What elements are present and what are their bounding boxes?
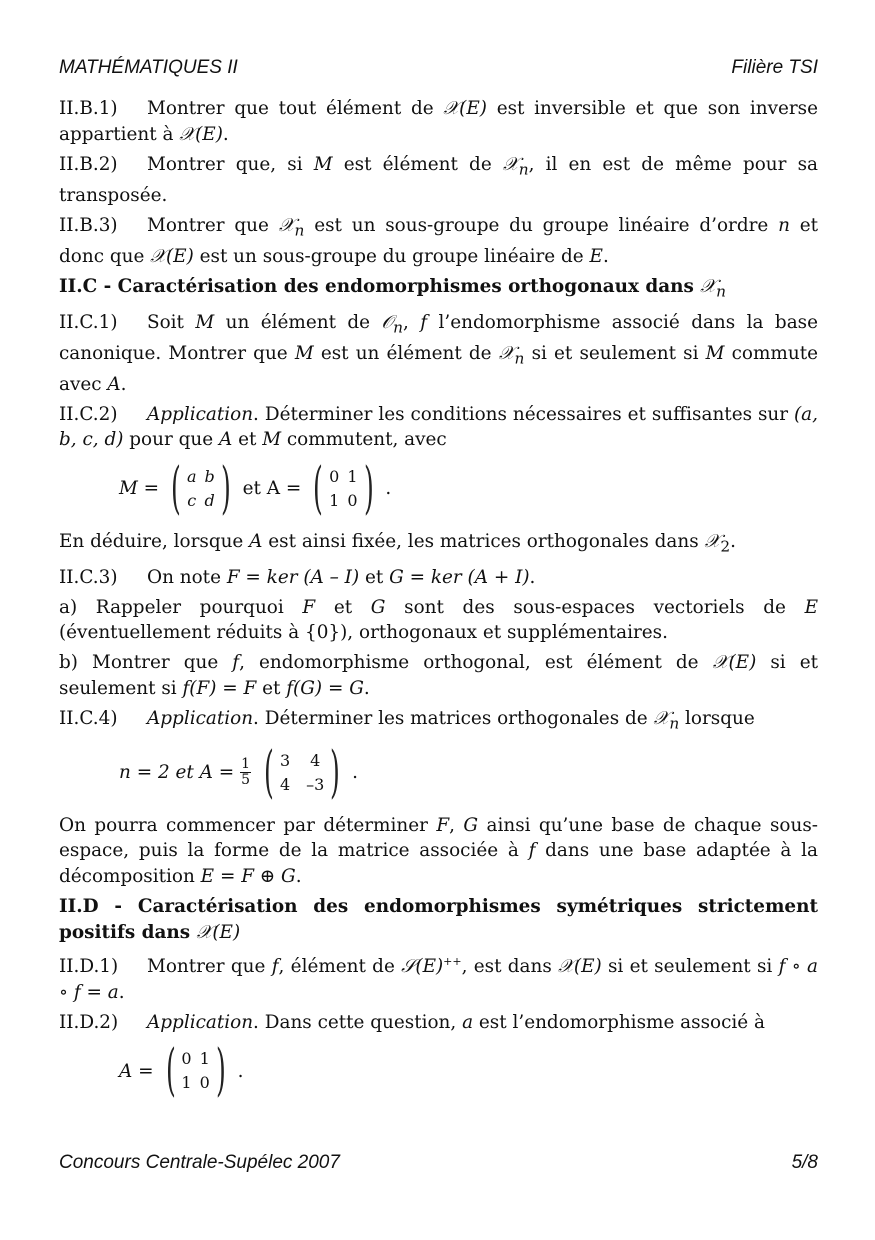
question-number: II.B.3) — [59, 214, 118, 236]
question-number: II.C.3) — [59, 566, 118, 588]
question-number: II.D.2) — [59, 1011, 119, 1033]
matrix-A: ( 0 1 1 0 ) — [313, 455, 374, 521]
question-number: II.D.1) — [59, 956, 119, 978]
display-equation-2: n = 2 et A = $\frac{1}{5}$ ( 3 4 4 –3 ) . — [119, 739, 359, 805]
page-body — [59, 96, 818, 1111]
matrix-M: ( a b c d ) — [171, 455, 231, 521]
footer-contest: Concours Centrale-Supélec 2007 — [59, 1152, 340, 1173]
math-Hn: 𝒳 — [502, 153, 519, 175]
question-IID2: II.D.2) Application. Dans cette question, a est l’endomorphisme associé à — [59, 1010, 818, 1036]
pourra-line: On pourra commencer par déterminer F, G ainsi qu’une base de chaque sous-espace, puis la forme de la matrice associée à f dans une base adaptée à la décomposition E = F ⊕ G. — [59, 814, 818, 887]
matrix-A2: ( 3 4 4 –3 ) — [264, 739, 341, 805]
page-header — [59, 57, 818, 79]
question-IIC2: II.C.2) Application. Déterminer les conditions nécessaires et suffisantes sur (a, b, c, d) pour que A et M commutent, avec — [59, 403, 818, 451]
math-M: M — [313, 153, 333, 175]
question-number: II.C.4) — [59, 707, 118, 729]
display-equation-3: A = ( 0 1 1 0 ) . — [119, 1038, 244, 1104]
question-number: II.C.1) — [59, 311, 118, 333]
question-IIB2: II.B.2) Montrer que, si M est élément de 𝒳$_n$, il en est de même pour sa transposée. — [59, 153, 818, 206]
display-equation-1: M = ( a b c d ) et A = ( 0 1 1 0 ) . — [119, 455, 392, 521]
question-number: II.B.2) — [59, 153, 118, 175]
section-title-IID: II.D - Caractérisation des endomorphismes symétriques strictement positifs dans 𝒳(E) — [59, 896, 818, 943]
page-number: 5/8 — [791, 1152, 818, 1173]
question-IIC1: II.C.1) Soit M un élément de 𝒪$_n$, f l’endomorphisme associé dans la base canonique. Montrer que M est un élément de 𝒳$_n$ si et seulement si M commute avec A. — [59, 311, 818, 395]
question-IIB1: II.B.1) Montrer que tout élément de 𝒳(E) est inversible et que son inverse appartient à 𝒳(E). — [59, 98, 818, 145]
math-On: 𝒪 — [381, 311, 394, 333]
section-title-IIC: II.C - Caractérisation des endomorphismes orthogonaux dans 𝒳$_n$ — [59, 276, 726, 302]
fraction-one-fifth: $\frac{1}{5}$ — [241, 756, 251, 789]
question-IIC4: II.C.4) Application. Déterminer les matrices orthogonales de 𝒳$_n$ lorsque — [59, 707, 755, 733]
question-IIC3b: b) Montrer que f, endomorphisme orthogonal, est élément de 𝒳(E) si et seulement si f(F) = F et f(G) = G. — [59, 652, 818, 699]
question-IIC3a: a) Rappeler pourquoi F et G sont des sous-espaces vectoriels de E (éventuellement réduits à {0}), orthogonaux et supplémentaires. — [59, 596, 818, 644]
question-IIB3: II.B.3) Montrer que 𝒳$_n$ est un sous-groupe du groupe linéaire d’ordre n et donc que 𝒳(E) est un sous-groupe du groupe linéaire de E. — [59, 214, 818, 267]
header-subject: MATHÉMATIQUES II — [59, 57, 238, 78]
question-number: II.C.2) — [59, 403, 118, 425]
question-number: II.B.1) — [59, 98, 118, 119]
deduce-line: En déduire, lorsque A est ainsi fixée, les matrices orthogonales dans 𝒳$_2$. — [59, 530, 736, 556]
matrix-A3: ( 0 1 1 0 ) — [165, 1038, 226, 1104]
page-footer — [59, 1152, 818, 1174]
math-SE: 𝒮(E) — [401, 956, 444, 978]
math-HE: 𝒳(E) — [443, 98, 487, 119]
header-track: Filière TSI — [731, 57, 818, 78]
math-HE: 𝒳(E) — [179, 123, 223, 145]
math-HE: 𝒳(E) — [150, 245, 194, 267]
question-IID1: II.D.1) Montrer que f, élément de 𝒮(E)++, est dans 𝒳(E) si et seulement si f ∘ a ∘ f = a. — [59, 955, 819, 1003]
question-IIC3: II.C.3) On note F = ker (A – I) et G = ker (A + I). — [59, 565, 818, 591]
math-Hn: 𝒳 — [278, 214, 295, 236]
